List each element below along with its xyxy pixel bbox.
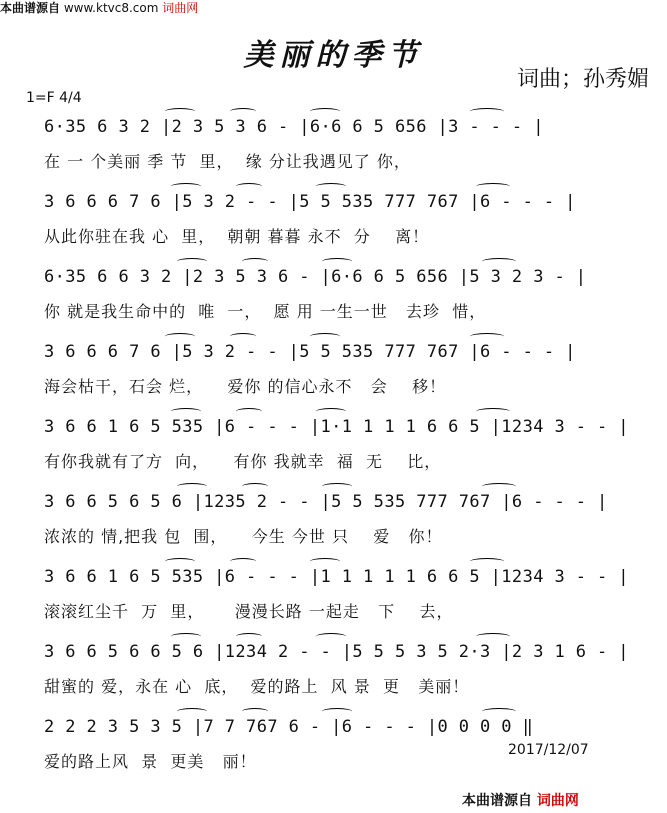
slur-mark — [171, 408, 201, 415]
slur-mark — [177, 708, 207, 715]
slur-mark — [171, 633, 201, 640]
slur-mark — [482, 708, 516, 715]
notation-row: 6·35 6 3 2 |2 3 5 3 6 - |6·6 6 5 656 |3 - - - | — [44, 117, 544, 137]
slur-mark — [482, 258, 516, 265]
score-line — [0, 412, 667, 484]
slur-mark — [230, 108, 256, 115]
score-line — [0, 637, 667, 709]
score-line — [0, 187, 667, 259]
slur-mark — [470, 333, 504, 340]
slur-mark — [316, 633, 346, 640]
slur-mark — [310, 108, 340, 115]
slur-mark — [476, 183, 510, 190]
slur-mark — [236, 408, 262, 415]
slur-mark — [236, 633, 262, 640]
score-line — [0, 262, 667, 334]
notation-row: 3 6 6 1 6 5 535 |6 - - - |1 1 1 1 1 6 6 5 |1234 3 - - | — [44, 567, 629, 587]
notation-row: 3 6 6 1 6 5 535 |6 - - - |1·1 1 1 1 6 6 5 |1234 3 - - | — [44, 417, 629, 437]
key-signature: 1=F 4/4 — [26, 90, 82, 106]
score-line — [0, 337, 667, 409]
source-site-name: 词曲网 — [162, 1, 199, 15]
score-line — [0, 487, 667, 559]
score-line — [0, 562, 667, 634]
slur-mark — [470, 558, 504, 565]
footer-source-label: 本曲谱源自 — [462, 793, 532, 809]
slur-mark — [482, 483, 516, 490]
slur-mark — [236, 183, 262, 190]
slur-mark — [165, 108, 195, 115]
slur-mark — [322, 483, 352, 490]
slur-mark — [310, 333, 340, 340]
source-label: 本曲谱源自 — [0, 1, 61, 15]
notation-row: 3 6 6 6 7 6 |5 3 2 - - |5 5 535 777 767 |6 - - - | — [44, 192, 576, 212]
slur-mark — [316, 183, 346, 190]
footer-site-name: 词曲网 — [536, 793, 579, 809]
notation-row: 3 6 6 6 7 6 |5 3 2 - - |5 5 535 777 767 |6 - - - | — [44, 342, 576, 362]
slur-mark — [310, 558, 340, 565]
source-header — [0, 0, 198, 16]
slur-mark — [230, 558, 256, 565]
slur-mark — [470, 108, 504, 115]
lyric-row: 爱的路上风 景 更美 丽！ — [44, 752, 257, 771]
lyric-row: 海会枯干，石会 烂， 爱你 的信心永不 会 移！ — [44, 377, 447, 396]
slur-mark — [165, 558, 195, 565]
slur-mark — [177, 258, 207, 265]
slur-mark — [242, 483, 268, 490]
slur-mark — [171, 183, 201, 190]
notation-row: 3 6 6 5 6 5 6 |1235 2 - - |5 5 535 777 767 |6 - - - | — [44, 492, 608, 512]
notation-row: 2 2 2 3 5 3 5 |7 7 767 6 - |6 - - - |0 0 0 0 ‖ — [44, 717, 534, 737]
slur-mark — [476, 408, 510, 415]
slur-mark — [322, 708, 352, 715]
lyric-row: 你 就是我生命中的 唯 一， 愿 用 一生一世 去珍 惜， — [44, 302, 487, 321]
slur-mark — [242, 708, 268, 715]
slur-mark — [322, 258, 352, 265]
song-title: 美丽的季节 — [243, 38, 424, 73]
publish-date: 2017/12/07 — [508, 742, 589, 758]
notation-row: 6·35 6 6 3 2 |2 3 5 3 6 - |6·6 6 5 656 |5 3 2 3 - | — [44, 267, 587, 287]
lyric-row: 浓浓的 情,把我 包 围， 今生 今世 只 爱 你！ — [44, 527, 443, 546]
lyric-row: 有你我就有了方 向， 有你 我就幸 福 无 比， — [44, 452, 442, 471]
slur-mark — [476, 633, 510, 640]
lyric-row: 从此你驻在我 心 里， 朝朝 暮暮 永不 分 离！ — [44, 227, 430, 246]
source-footer — [462, 790, 579, 810]
score-line — [0, 112, 667, 184]
source-url[interactable]: www.ktvc8.com — [63, 1, 159, 15]
slur-mark — [177, 483, 207, 490]
slur-mark — [316, 408, 346, 415]
lyric-row: 在 一 个美丽 季 节 里， 缘 分让我遇见了 你， — [44, 152, 411, 171]
slur-mark — [242, 258, 268, 265]
composer-credit: 词曲；孙秀媚 — [516, 67, 649, 92]
notation-row: 3 6 6 5 6 6 5 6 |1234 2 - - |5 5 5 3 5 2·3 |2 3 1 6 - | — [44, 642, 629, 662]
slur-mark — [165, 333, 195, 340]
slur-mark — [230, 333, 256, 340]
lyric-row: 甜蜜的 爱，永在 心 底， 爱的路上 风 景 更 美丽！ — [44, 677, 470, 696]
lyric-row: 滚滚红尘千 万 里， 漫漫长路 一起走 下 去， — [44, 602, 454, 621]
